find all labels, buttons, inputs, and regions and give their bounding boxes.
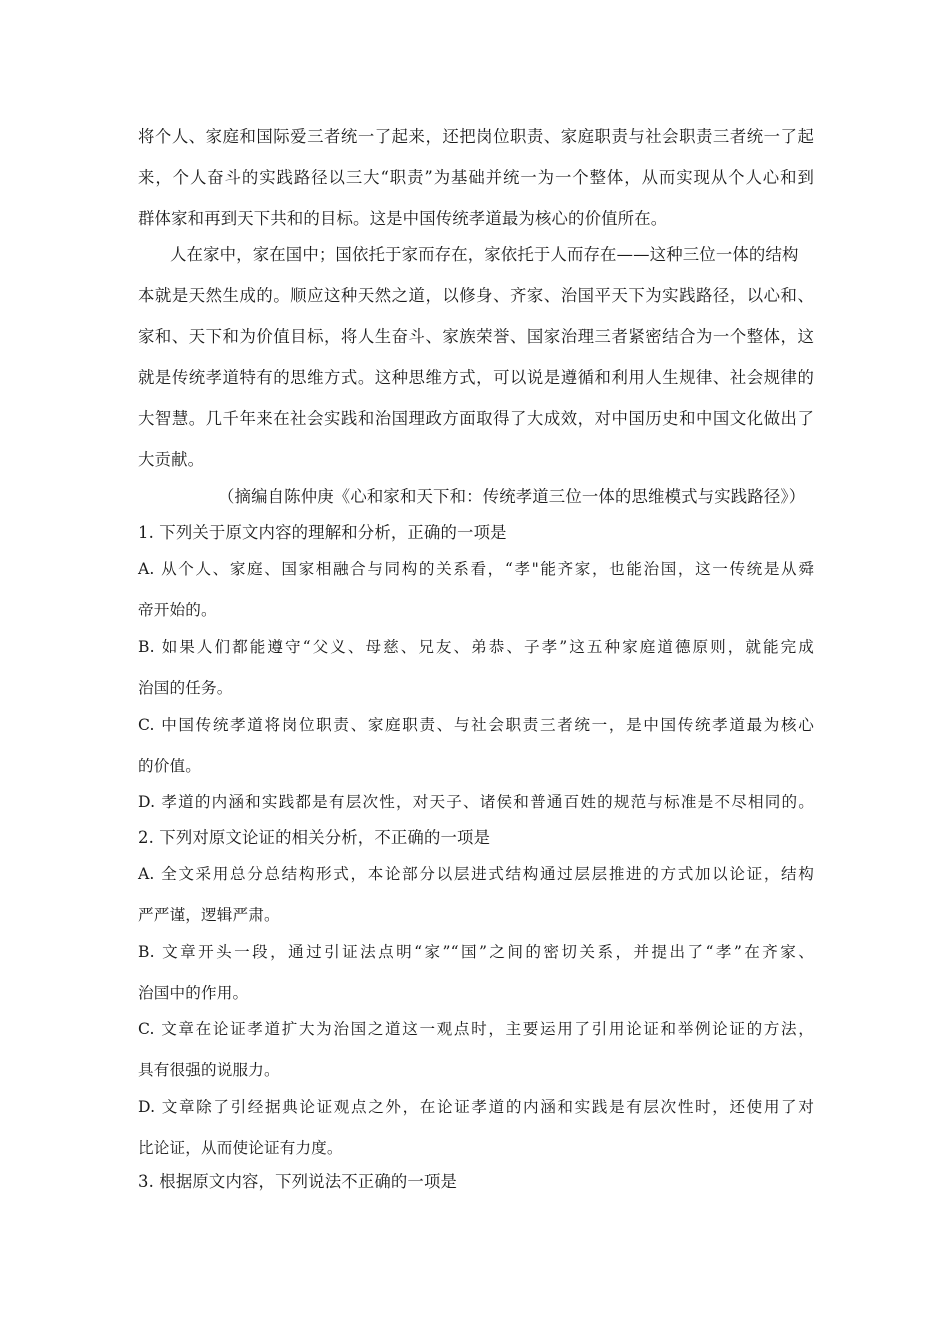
passage-line: 就是传统孝道特有的思维方式。这种思维方式，可以说是遵循和利用人生规律、社会规律的 xyxy=(138,368,814,387)
q1-option-a: A. 从个人、家庭、国家相融合与同构的关系看，“孝"能齐家，也能治国，这一传统是从舜 xyxy=(138,560,814,578)
q2-option-b: B. 文章开头一段，通过引证法点明“家”“国”之间的密切关系，并提出了“孝”在齐家、 xyxy=(138,943,814,961)
passage-line: 群体家和再到天下共和的目标。这是中国传统孝道最为核心的价值所在。 xyxy=(138,209,668,228)
source-citation: （摘编自陈仲庚《心和家和天下和：传统孝道三位一体的思维模式与实践路径》） xyxy=(218,487,806,506)
passage-line: 人在家中，家在国中；国依托于家而存在，家依托于人而存在——这种三位一体的结构 xyxy=(170,245,799,264)
q2-option-a-cont: 严严谨，逻辑严肃。 xyxy=(138,906,280,924)
passage-line: 大智慧。几千年来在社会实践和治国理政方面取得了大成效，对中国历史和中国文化做出了 xyxy=(138,409,814,428)
q1-option-d: D. 孝道的内涵和实践都是有层次性，对天子、诸侯和普通百姓的规范与标准是不尽相同的。 xyxy=(138,793,814,811)
q1-option-a-cont: 帝开始的。 xyxy=(138,601,217,619)
q2-option-c: C. 文章在论证孝道扩大为治国之道这一观点时，主要运用了引用论证和举例论证的方法， xyxy=(138,1020,814,1038)
q2-option-a: A. 全文采用总分总结构形式，本论部分以层进式结构通过层层推进的方式加以论证，结构 xyxy=(138,865,814,883)
passage-line: 将个人、家庭和国际爱三者统一了起来，还把岗位职责、家庭职责与社会职责三者统一了起 xyxy=(138,127,814,146)
q1-option-c-cont: 的价值。 xyxy=(138,757,201,775)
q2-option-d-cont: 比论证，从而使论证有力度。 xyxy=(138,1139,343,1157)
passage-line: 来，个人奋斗的实践路径以三大“职责”为基础并统一为一个整体，从而实现从个人心和到 xyxy=(138,168,814,187)
q1-option-b: B. 如果人们都能遵守“父义、母慈、兄友、弟恭、子孝”这五种家庭道德原则，就能完成 xyxy=(138,638,814,656)
q2-option-d: D. 文章除了引经据典论证观点之外，在论证孝道的内涵和实践是有层次性时，还使用了对 xyxy=(138,1098,814,1116)
q1-option-c: C. 中国传统孝道将岗位职责、家庭职责、与社会职责三者统一，是中国传统孝道最为核心 xyxy=(138,716,814,734)
question-1-stem: 1. 下列关于原文内容的理解和分析，正确的一项是 xyxy=(138,523,507,542)
q2-option-c-cont: 具有很强的说服力。 xyxy=(138,1061,280,1079)
q2-option-b-cont: 治国中的作用。 xyxy=(138,984,249,1002)
question-2-stem: 2. 下列对原文论证的相关分析，不正确的一项是 xyxy=(138,828,491,847)
passage-line: 大贡献。 xyxy=(138,450,205,469)
passage-line: 家和、天下和为价值目标，将人生奋斗、家族荣誉、国家治理三者紧密结合为一个整体，这 xyxy=(138,327,814,346)
q1-option-b-cont: 治国的任务。 xyxy=(138,679,233,697)
question-3-stem: 3. 根据原文内容，下列说法不正确的一项是 xyxy=(138,1172,458,1191)
passage-line: 本就是天然生成的。顺应这种天然之道，以修身、齐家、治国平天下为实践路径，以心和、 xyxy=(138,286,814,305)
